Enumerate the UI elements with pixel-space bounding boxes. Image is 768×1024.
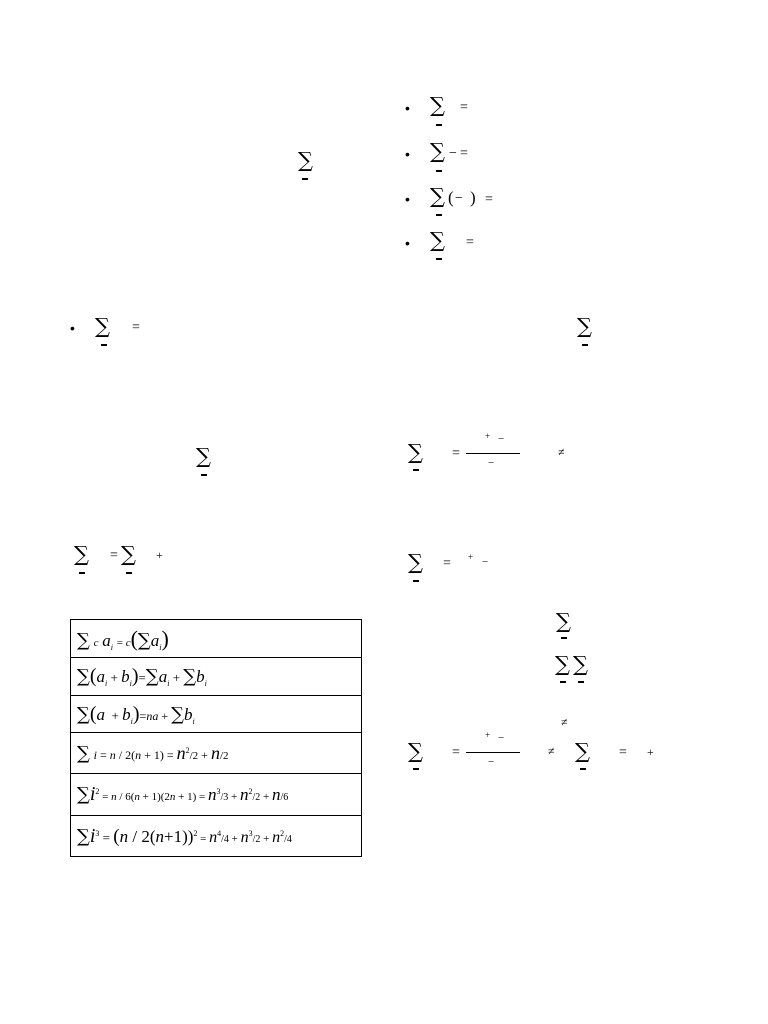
- sum-index-mark: [413, 768, 419, 770]
- sum-index-mark: [302, 178, 308, 180]
- sum-symbol: ∑: [77, 784, 90, 805]
- sum-symbol: ∑: [183, 666, 197, 687]
- sum-index-mark: [436, 214, 442, 216]
- plus-sign: +: [468, 552, 474, 562]
- sum-symbol: ∑: [77, 742, 90, 764]
- sum-symbol: ∑: [430, 139, 445, 163]
- sum-symbol: ∑: [555, 652, 570, 676]
- minus-sign: −: [449, 146, 457, 161]
- table-row: [71, 658, 362, 696]
- minus-sign: −: [488, 457, 495, 469]
- table-row: [71, 696, 362, 733]
- sum-symbol: ∑: [573, 652, 588, 676]
- sum-symbol: ∑: [196, 444, 211, 468]
- equals-sign: =: [110, 548, 118, 563]
- summation-formula-table: [70, 619, 362, 857]
- right-paren: ): [470, 188, 476, 207]
- formula-cell: ∑ c $a_i = c(\sum a_i)$: [71, 620, 362, 658]
- sum-index-mark: [560, 681, 566, 683]
- not-equal-sign: ≠: [558, 445, 565, 459]
- sum-index-mark: [79, 572, 85, 574]
- not-equal-sign: ≠: [548, 744, 555, 758]
- plus-sign: +: [485, 431, 491, 441]
- minus-sign: −: [455, 191, 463, 206]
- left-paren: (: [448, 188, 454, 207]
- minus-sign: −: [482, 556, 489, 568]
- minus-sign: −: [498, 732, 505, 744]
- formula-cell: $\sum i^3 = (n / 2(n+1))^2 = n^4/4 + n^3/2 + n^2/4$: [71, 816, 362, 857]
- minus-sign: −: [488, 756, 495, 768]
- sum-symbol: ∑: [298, 148, 313, 172]
- equals-sign: =: [452, 745, 460, 760]
- sum-symbol: ∑: [77, 629, 90, 651]
- equals-sign: =: [460, 100, 468, 115]
- sum-symbol: ∑: [137, 629, 151, 651]
- equals-sign: =: [132, 320, 140, 335]
- sum-index-mark: [578, 681, 584, 683]
- sum-index-mark: [436, 170, 442, 172]
- sum-symbol: ∑: [430, 184, 445, 208]
- bullet: •: [70, 320, 75, 336]
- sum-symbol: ∑: [556, 609, 571, 633]
- bullet: •: [405, 235, 410, 251]
- formula-cell: $\sum i^2 = n / 6(n + 1)(2n + 1) = n^3/3 + n^2/2 + n/6$: [71, 774, 362, 816]
- plus-sign: +: [156, 548, 163, 562]
- sum-index-mark: [561, 637, 567, 639]
- sum-symbol: ∑: [577, 314, 592, 338]
- formula-cell: ∑ $i = n / 2(n + 1) = n^2/2 + n/2$: [71, 733, 362, 774]
- sum-symbol: ∑: [430, 93, 445, 117]
- minus-sign: −: [498, 433, 505, 445]
- sum-symbol: ∑: [121, 542, 136, 566]
- sum-index-mark: [436, 258, 442, 260]
- equals-sign: =: [485, 192, 493, 207]
- formula-cell: $\sum(a_i + b_i)=\sum a_i + \sum b_i$: [71, 658, 362, 696]
- sum-symbol: ∑: [408, 550, 423, 574]
- sum-symbol: ∑: [145, 666, 159, 687]
- not-equal-sign: ≠: [561, 715, 568, 729]
- sum-symbol: ∑: [74, 542, 89, 566]
- equals-sign: =: [619, 745, 627, 760]
- sum-symbol: ∑: [77, 825, 90, 847]
- table-row: [71, 816, 362, 857]
- sum-index-mark: [582, 344, 588, 346]
- bullet: •: [405, 100, 410, 116]
- sum-index-mark: [413, 580, 419, 582]
- fraction-bar: [466, 453, 520, 454]
- table-row: [71, 774, 362, 816]
- plus-sign: +: [485, 730, 491, 740]
- equals-sign: =: [443, 556, 451, 571]
- sum-symbol: ∑: [408, 440, 423, 464]
- sum-symbol: ∑: [77, 666, 90, 687]
- sum-index-mark: [101, 344, 107, 346]
- sum-symbol: ∑: [171, 703, 184, 725]
- fraction-bar: [466, 752, 520, 753]
- bullet: •: [405, 191, 410, 207]
- equals-sign: =: [452, 446, 460, 461]
- equals-sign: =: [466, 235, 474, 250]
- sum-symbol: ∑: [408, 739, 423, 763]
- formula-cell: $\sum(a + b_i)=na + \sum b_i$: [71, 696, 362, 733]
- equals-sign: =: [460, 146, 468, 161]
- table-row: [71, 733, 362, 774]
- plus-sign: +: [647, 745, 654, 759]
- sum-symbol: ∑: [77, 703, 90, 725]
- sum-index-mark: [126, 572, 132, 574]
- sum-symbol: ∑: [95, 314, 110, 338]
- sum-index-mark: [201, 474, 207, 476]
- sum-symbol: ∑: [430, 228, 445, 252]
- table-row: [71, 620, 362, 658]
- sum-index-mark: [413, 469, 419, 471]
- sum-symbol: ∑: [575, 739, 590, 763]
- sum-index-mark: [580, 768, 586, 770]
- bullet: •: [405, 146, 410, 162]
- sum-index-mark: [436, 124, 442, 126]
